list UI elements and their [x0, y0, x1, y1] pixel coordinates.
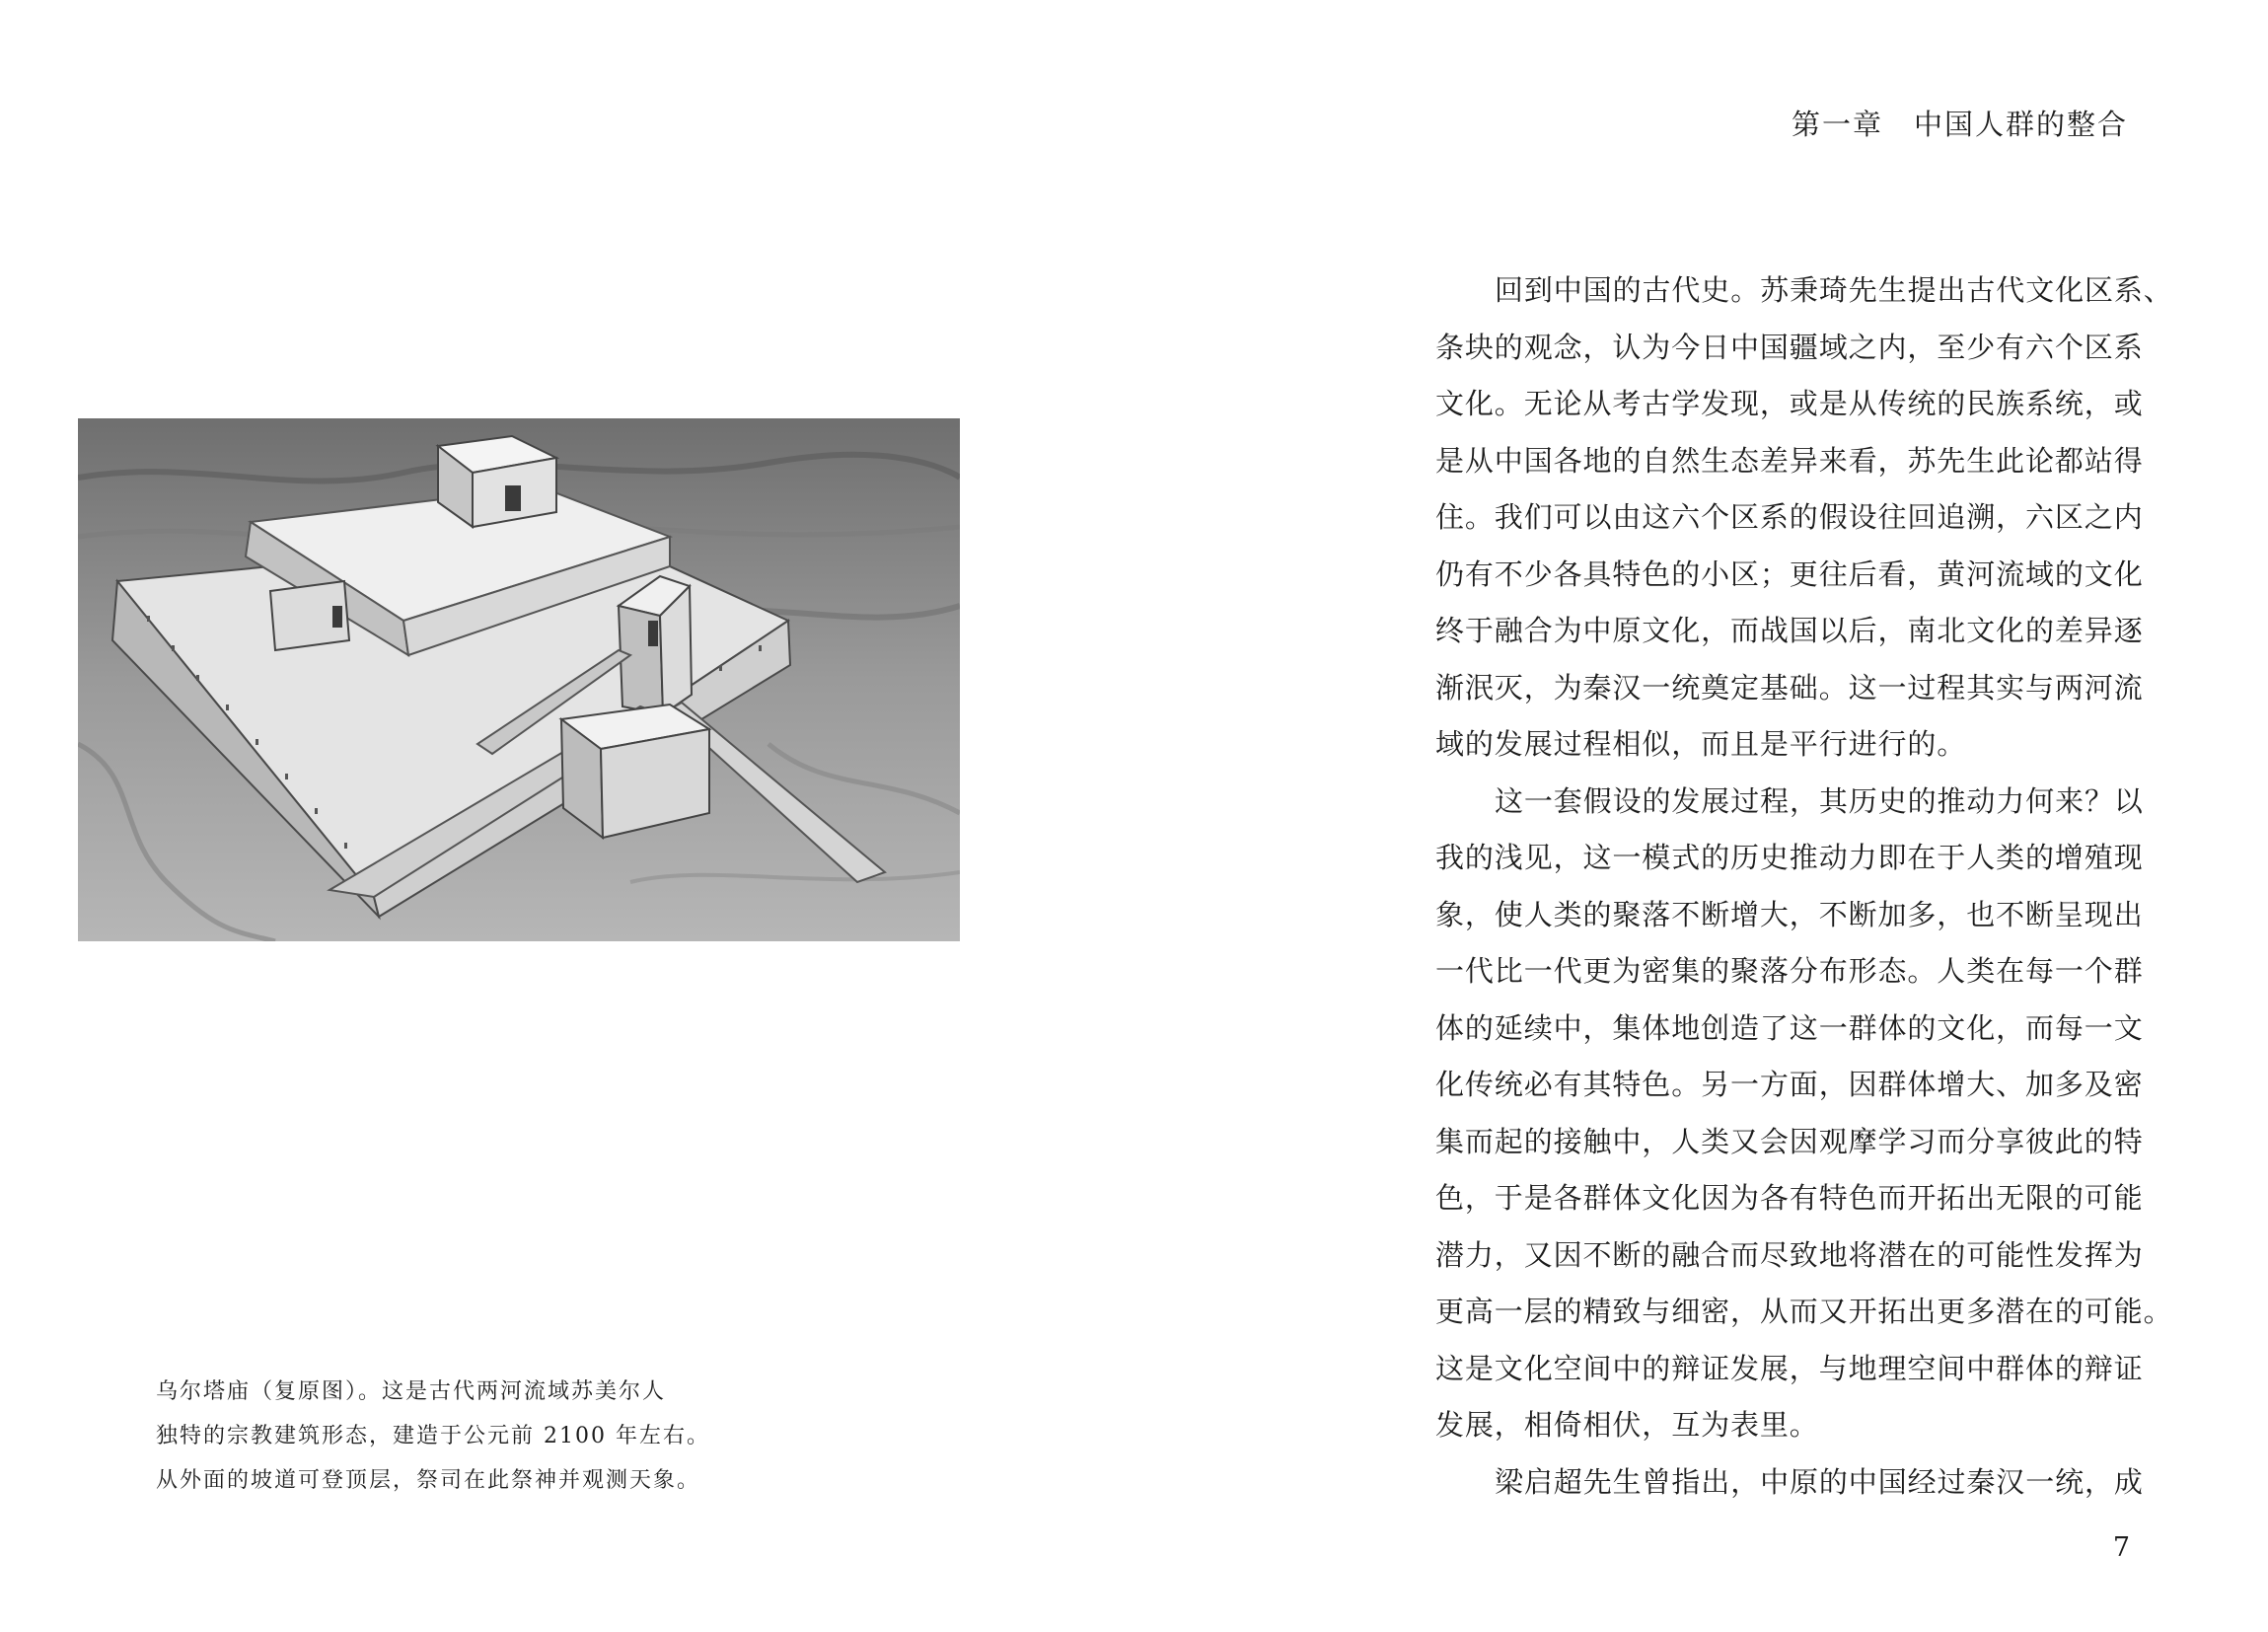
caption-line: 从外面的坡道可登顶层，祭司在此祭神并观测天象。: [156, 1468, 701, 1493]
text-line: 发展，相倚相伏，互为表里。: [1435, 1408, 1819, 1442]
text-line: 更高一层的精致与细密，从而又开拓出更多潜在的可能。: [1435, 1295, 2173, 1328]
text-line: 我的浅见，这一模式的历史推动力即在于人类的增殖现: [1435, 841, 2144, 874]
text-line: 集而起的接触中，人类又会因观摩学习而分享彼此的特: [1435, 1124, 2144, 1158]
text-line: 一代比一代更为密集的聚落分布形态。人类在每一个群: [1435, 954, 2144, 988]
text-line: 体的延续中，集体地创造了这一群体的文化，而每一文: [1435, 1010, 2144, 1045]
body-text: [1435, 262, 2173, 1511]
text-line: 梁启超先生曾指出，中原的中国经过秦汉一统，成: [1495, 1464, 2144, 1499]
text-line: 住。我们可以由这六个区系的假设往回追溯，六区之内: [1435, 500, 2144, 534]
text-line: 渐泯灭，为秦汉一统奠定基础。这一过程其实与两河流: [1435, 670, 2144, 705]
text-line: 终于融合为中原文化，而战国以后，南北文化的差异逐: [1435, 614, 2144, 647]
page-number: 7: [2112, 1532, 2130, 1563]
caption-line: 乌尔塔庙（复原图）。这是古代两河流域苏美尔人: [156, 1379, 667, 1404]
text-line: 潜力，又因不断的融合而尽致地将潜在的可能性发挥为: [1435, 1237, 2144, 1272]
text-line: 是从中国各地的自然生态差异来看，苏先生此论都站得: [1435, 443, 2144, 478]
text-line: 这一套假设的发展过程，其历史的推动力何来？以: [1495, 783, 2144, 818]
text-line: 象，使人类的聚落不断增大，不断加多，也不断呈现出: [1435, 897, 2144, 931]
text-line: 回到中国的古代史。苏秉琦先生提出古代文化区系、: [1495, 273, 2173, 307]
running-head: 第一章 中国人群的整合: [1791, 108, 2128, 141]
ziggurat-illustration: [78, 418, 960, 941]
text-line: 条块的观念，认为今日中国疆域之内，至少有六个区系: [1435, 330, 2144, 364]
figure-caption: [156, 1370, 708, 1503]
caption-line: 独特的宗教建筑形态，建造于公元前 2100 年左右。: [156, 1424, 710, 1448]
text-line: 化传统必有其特色。另一方面，因群体增大、加多及密: [1435, 1068, 2144, 1101]
text-line: 域的发展过程相似，而且是平行进行的。: [1435, 727, 1967, 761]
text-line: 文化。无论从考古学发现，或是从传统的民族系统，或: [1435, 387, 2144, 420]
text-line: 色，于是各群体文化因为各有特色而开拓出无限的可能: [1435, 1181, 2144, 1215]
text-line: 仍有不少各具特色的小区；更往后看，黄河流域的文化: [1435, 556, 2144, 591]
text-line: 这是文化空间中的辩证发展，与地理空间中群体的辩证: [1435, 1351, 2144, 1385]
